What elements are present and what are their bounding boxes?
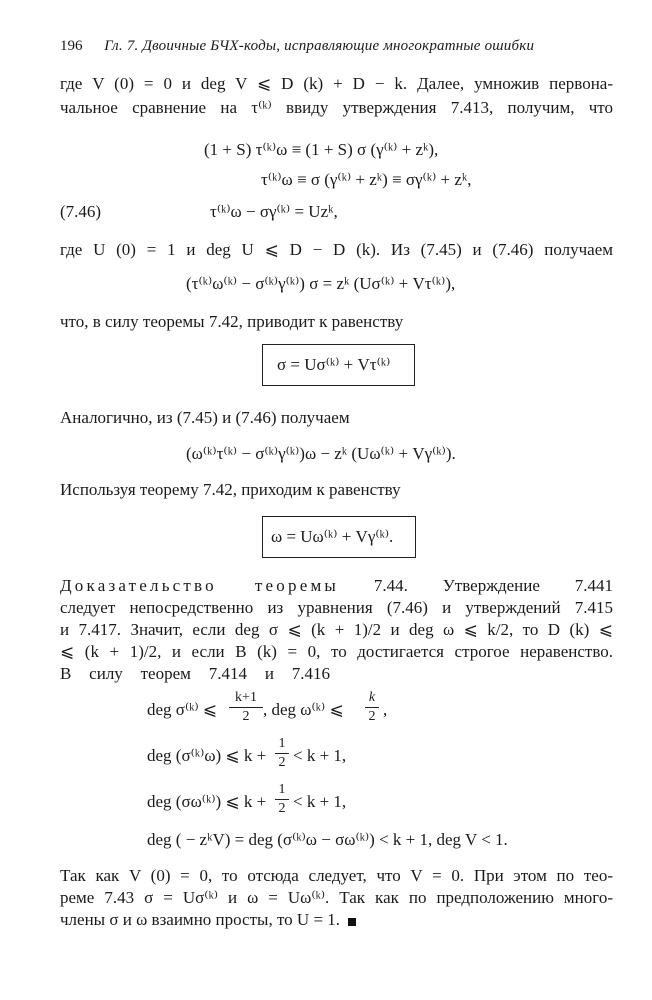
- running-title: Гл. 7. Двоичные БЧХ-коды, исправляющие многократные ошибки: [104, 38, 535, 54]
- text-line: где U (0) = 1 и deg U ⩽ D − D (k). Из (7.45) и (7.46) получаем: [60, 240, 613, 259]
- equation: (ω⁽ᵏ⁾τ⁽ᵏ⁾ − σ⁽ᵏ⁾γ⁽ᵏ⁾)ω − zᵏ (Uω⁽ᵏ⁾ + Vγ⁽ᵏ⁾).: [186, 444, 456, 463]
- fraction-bar: [275, 799, 289, 800]
- boxed-formula: [262, 344, 415, 386]
- fraction-numerator: k+1: [235, 690, 257, 705]
- boxed-equation: ω = Uω⁽ᵏ⁾ + Vγ⁽ᵏ⁾.: [271, 527, 394, 546]
- fraction-bar: [365, 707, 379, 708]
- fraction-numerator: 1: [278, 736, 286, 751]
- equation-number: (7.46): [60, 202, 102, 221]
- inequality-part: < k + 1,: [293, 746, 347, 765]
- text-line-last: [60, 910, 356, 930]
- text-line: чальное сравнение на τ⁽ᵏ⁾ ввиду утверждения 7.413, получим, что: [60, 98, 613, 117]
- proof-heading: Доказательство теоремы: [60, 576, 340, 595]
- equation: (τ⁽ᵏ⁾ω⁽ᵏ⁾ − σ⁽ᵏ⁾γ⁽ᵏ⁾) σ = zᵏ (Uσ⁽ᵏ⁾ + Vτ⁽ᵏ⁾),: [186, 274, 456, 293]
- conclusion-text: члены σ и ω взаимно просты, то U = 1.: [60, 910, 341, 929]
- text-line: ⩽ (k + 1)/2, и если B (k) = 0, то достигается строгое неравенство.: [60, 642, 613, 661]
- proof-heading-rest: 7.44. Утверждение 7.441: [373, 576, 614, 595]
- inequality-part: , deg ω⁽ᵏ⁾ ⩽: [263, 700, 344, 719]
- inequality-part: deg (σω⁽ᵏ⁾) ⩽ k +: [147, 792, 267, 811]
- fraction-bar: [275, 753, 289, 754]
- page-header: [60, 36, 534, 56]
- text-line: Так как V (0) = 0, то отсюда следует, что V = 0. При этом по тео-: [60, 866, 613, 885]
- boxed-formula: [262, 516, 416, 558]
- inequality-part: < k + 1,: [293, 792, 347, 811]
- fraction-denominator: 2: [278, 755, 286, 770]
- qed-square-icon: [348, 918, 356, 926]
- inequality-part: deg σ⁽ᵏ⁾ ⩽: [147, 700, 218, 719]
- fraction-numerator: 1: [278, 782, 286, 797]
- text-line: следует непосредственно из уравнения (7.46) и утверждений 7.415: [60, 598, 613, 617]
- text-line: и 7.417. Значит, если deg σ ⩽ (k + 1)/2 и deg ω ⩽ k/2, то D (k) ⩽: [60, 620, 613, 639]
- equation: τ⁽ᵏ⁾ω − σγ⁽ᵏ⁾ = Uzᵏ,: [210, 202, 338, 221]
- text-line: В силу теорем 7.414 и 7.416: [60, 664, 330, 683]
- fraction-denominator: 2: [278, 801, 286, 816]
- inequality-4: deg ( − zᵏV) = deg (σ⁽ᵏ⁾ω − σω⁽ᵏ⁾) < k + 1, deg V < 1.: [147, 830, 508, 849]
- equation: τ⁽ᵏ⁾ω ≡ σ (γ⁽ᵏ⁾ + zᵏ) ≡ σγ⁽ᵏ⁾ + zᵏ,: [261, 170, 472, 189]
- fraction-bar: [229, 707, 263, 708]
- fraction-denominator: 2: [368, 709, 376, 724]
- text-line: [60, 576, 613, 596]
- text-line: Используя теорему 7.42, приходим к равенству: [60, 480, 401, 499]
- fraction-numerator: k: [368, 690, 376, 705]
- fraction-denominator: 2: [242, 709, 250, 724]
- text-line: что, в силу теоремы 7.42, приводит к равенству: [60, 312, 404, 331]
- equation: (1 + S) τ⁽ᵏ⁾ω ≡ (1 + S) σ (γ⁽ᵏ⁾ + zᵏ),: [204, 140, 439, 159]
- text-line: Аналогично, из (7.45) и (7.46) получаем: [60, 408, 350, 427]
- text-line: реме 7.43 σ = Uσ⁽ᵏ⁾ и ω = Uω⁽ᵏ⁾. Так как по предположению много-: [60, 888, 613, 907]
- text-line: где V (0) = 0 и deg V ⩽ D (k) + D − k. Далее, умножив первона-: [60, 74, 613, 93]
- page-number: 196: [60, 38, 83, 54]
- inequality-part: ,: [383, 700, 388, 719]
- inequality-part: deg (σ⁽ᵏ⁾ω) ⩽ k +: [147, 746, 267, 765]
- boxed-equation: σ = Uσ⁽ᵏ⁾ + Vτ⁽ᵏ⁾: [277, 355, 391, 374]
